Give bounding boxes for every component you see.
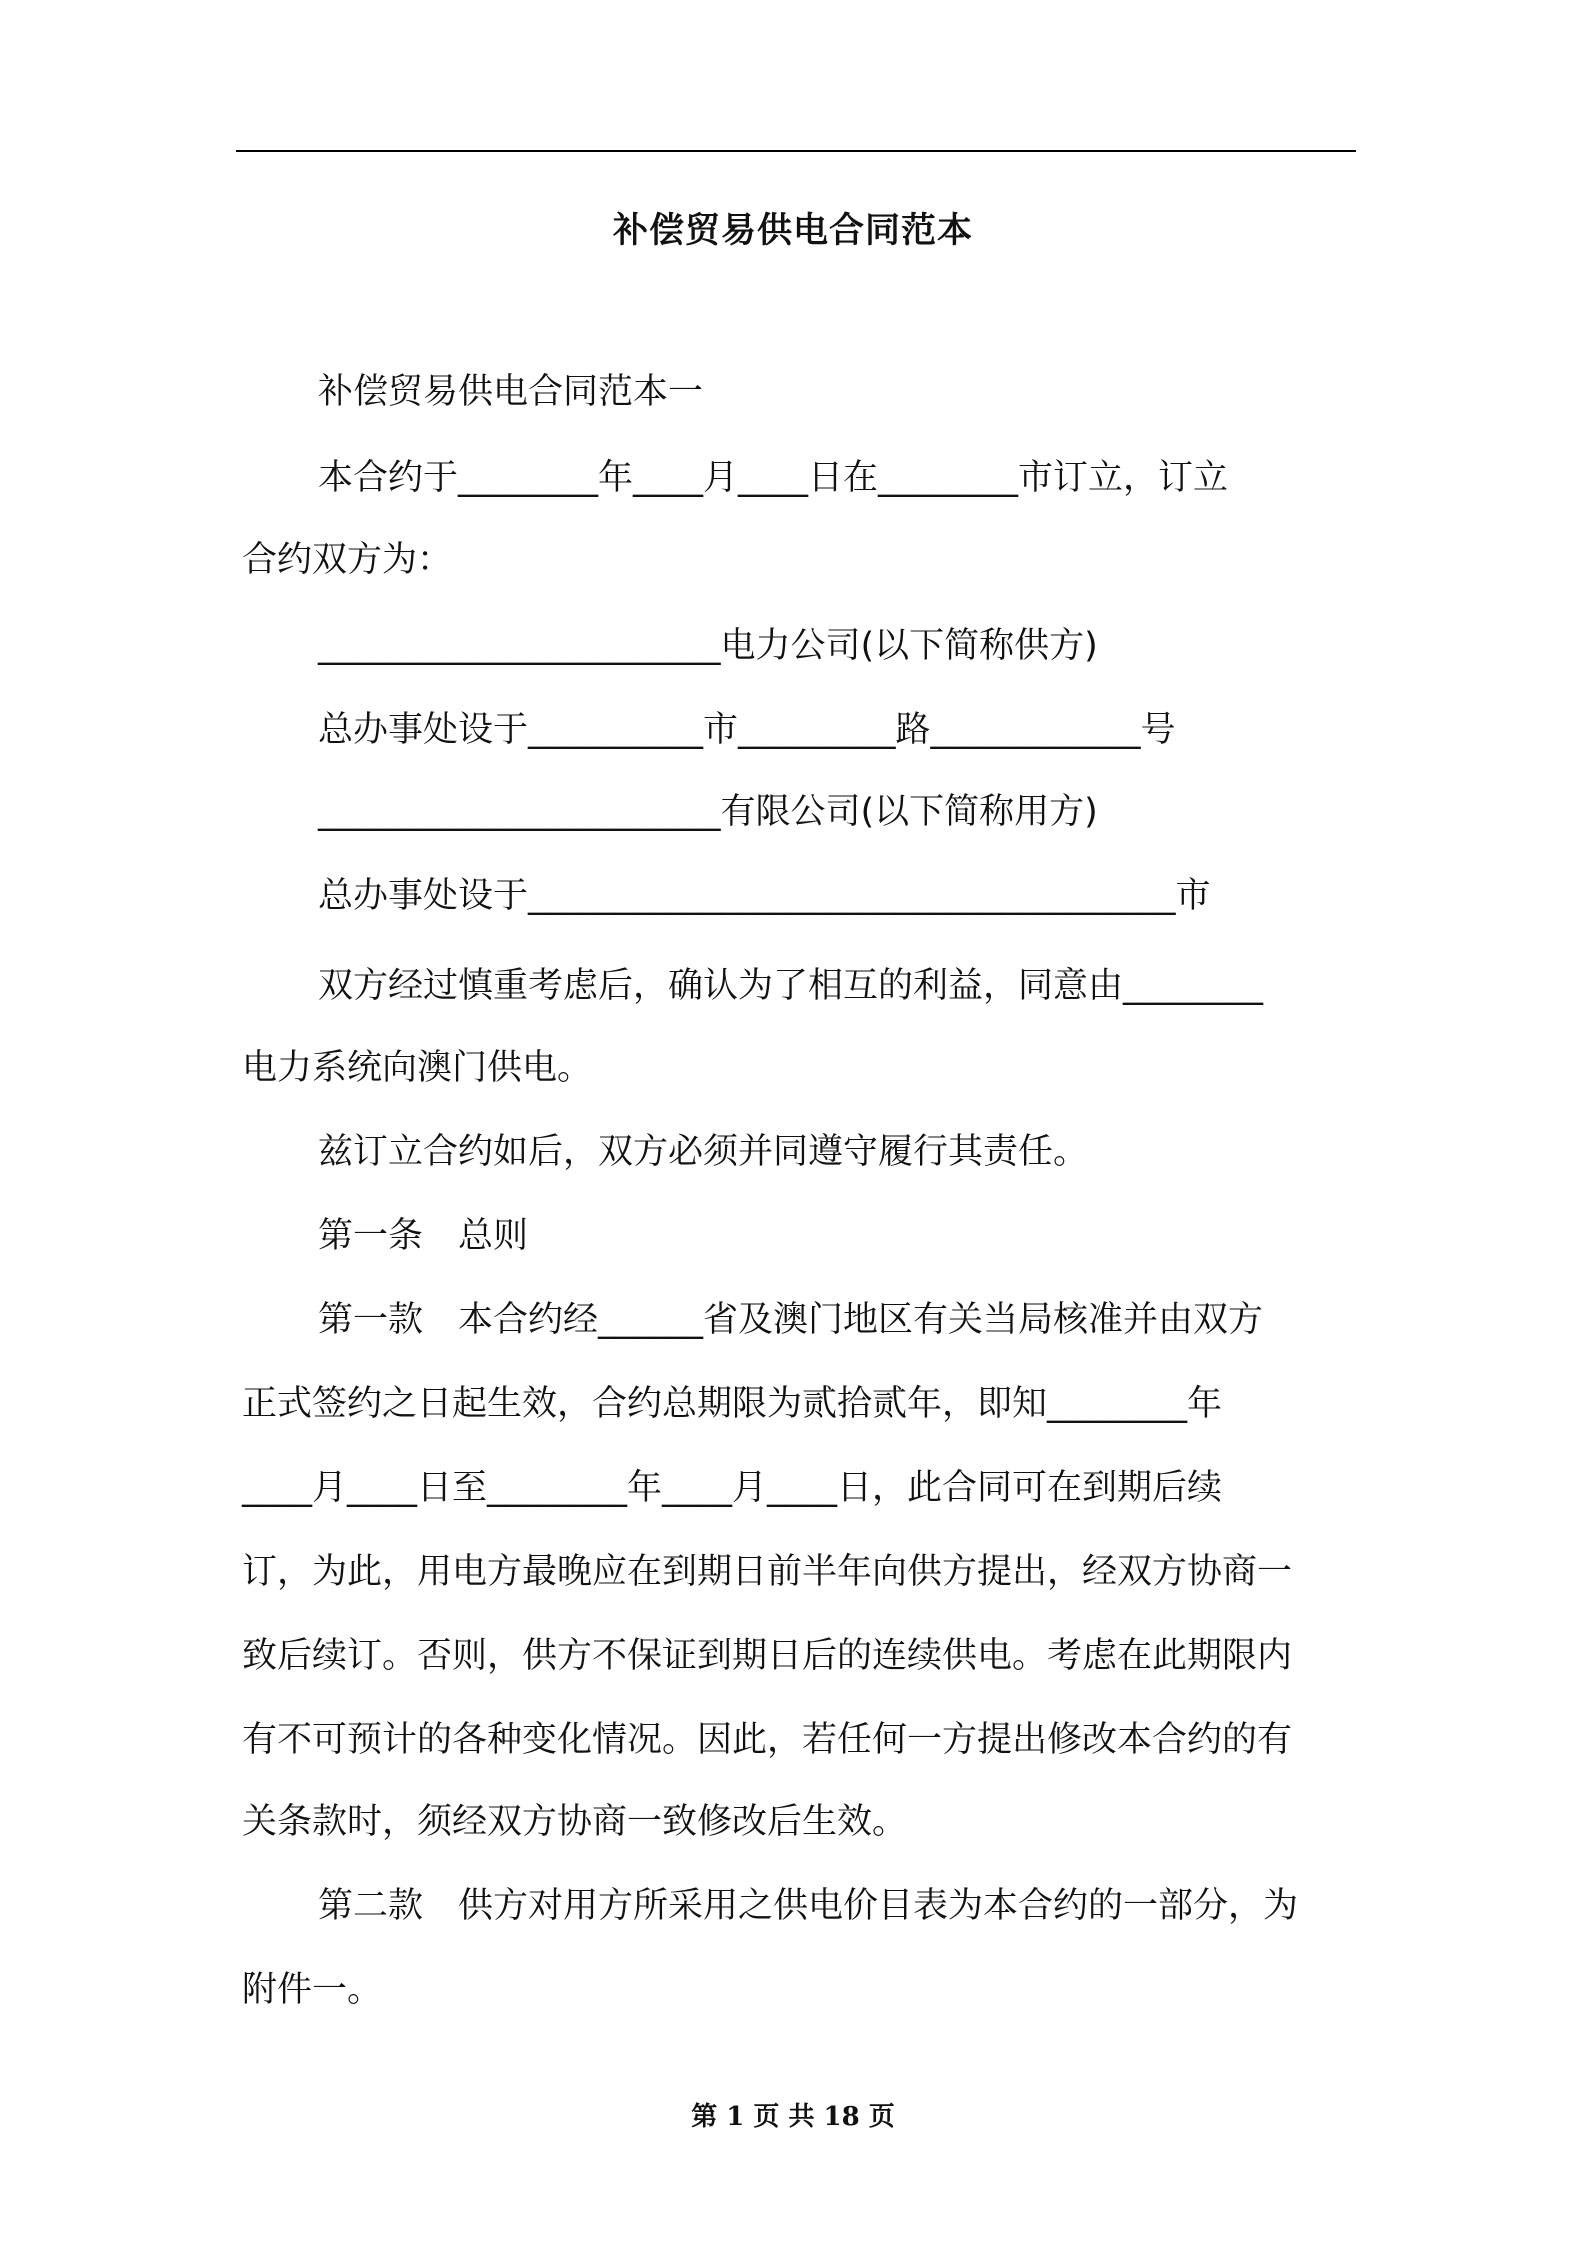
paragraph-line: 双方经过慎重考虑后，确认为了相互的利益，同意由________ <box>318 966 1264 1006</box>
paragraph-line: 电力系统向澳门供电。 <box>242 1048 593 1088</box>
section-heading: 补偿贸易供电合同范本一 <box>318 372 704 412</box>
clause-line: 第一款 本合约经______省及澳门地区有关当局核准并由双方 <box>318 1300 1264 1340</box>
paragraph-line: 兹订立合约如后，双方必须并同遵守履行其责任。 <box>318 1132 1089 1172</box>
clause-line: 有不可预计的各种变化情况。因此，若任何一方提出修改本合约的有 <box>242 1720 1293 1760</box>
header-rule <box>236 150 1356 152</box>
clause-line: 第二款 供方对用方所采用之供电价目表为本合约的一部分，为 <box>318 1886 1299 1926</box>
supplier-address-line: 总办事处设于__________市_________路____________号 <box>318 710 1176 750</box>
clause-line: 致后续订。否则，供方不保证到期日后的连续供电。考虑在此期限内 <box>242 1636 1293 1676</box>
article-heading: 第一条 总则 <box>318 1216 529 1256</box>
paragraph-line: 本合约于________年____月____日在________市订立，订立 <box>318 458 1229 498</box>
clause-line: ____月____日至________年____月____日，此合同可在到期后续 <box>242 1468 1223 1508</box>
supplier-line: _______________________电力公司(以下简称供方) <box>318 626 1098 666</box>
document-title: 补偿贸易供电合同范本 <box>612 211 973 251</box>
clause-line: 附件一。 <box>242 1970 383 2010</box>
paragraph-line: 合约双方为： <box>242 540 453 580</box>
clause-line: 订，为此，用电方最晚应在到期日前半年向供方提出，经双方协商一 <box>242 1552 1293 1592</box>
user-line: _______________________有限公司(以下简称用方) <box>318 792 1098 832</box>
clause-line: 关条款时，须经双方协商一致修改后生效。 <box>242 1802 908 1842</box>
user-address-line: 总办事处设于_____________________________________市 <box>318 876 1211 916</box>
clause-line: 正式签约之日起生效，合约总期限为贰拾贰年，即知________年 <box>242 1384 1223 1424</box>
page-number: 第 1 页 共 18 页 <box>691 2102 895 2132</box>
